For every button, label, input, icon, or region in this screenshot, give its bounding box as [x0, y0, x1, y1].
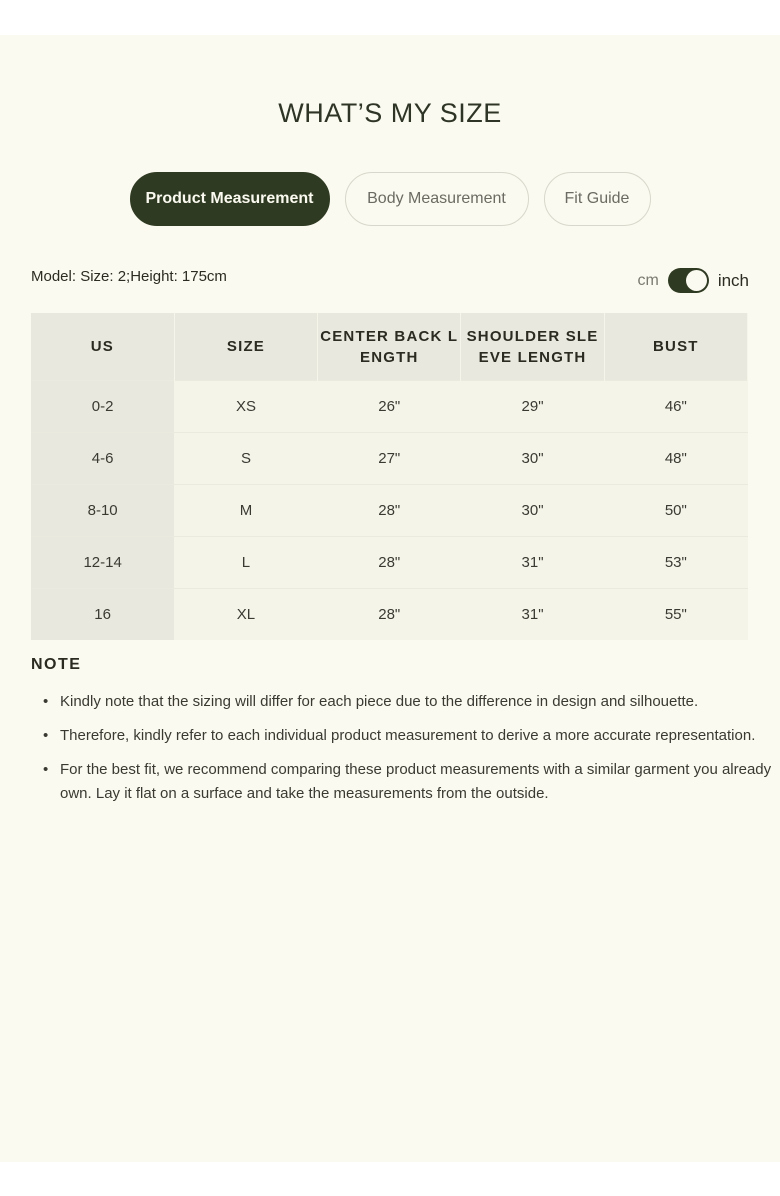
cell-us: 12-14 [31, 537, 174, 589]
cell-shoulder-sleeve-length: 30" [461, 485, 604, 537]
toggle-knob [686, 270, 707, 291]
table-row [31, 485, 748, 537]
cell-center-back-length: 28" [318, 485, 461, 537]
unit-switch [637, 268, 749, 293]
page-title: WHAT’S MY SIZE [278, 98, 502, 128]
tab-product-measurement[interactable]: Product Measurement [130, 172, 330, 226]
column-header-shoulder-sleeve-length: SHOULDER SLEEVE LENGTH [461, 313, 604, 381]
column-header-center-back-length: CENTER BACK LENGTH [318, 313, 461, 381]
cell-shoulder-sleeve-length: 31" [461, 537, 604, 589]
cell-center-back-length: 28" [318, 589, 461, 641]
cell-shoulder-sleeve-length: 29" [461, 381, 604, 433]
table-row [31, 589, 748, 641]
cell-size: XS [174, 381, 317, 433]
cell-bust: 48" [604, 433, 747, 485]
cell-bust: 46" [604, 381, 747, 433]
note-item: • Therefore, kindly refer to each individual product measurement to derive a more accurate representation. [60, 724, 780, 748]
column-header-us: US [31, 313, 174, 381]
cell-us: 0-2 [31, 381, 174, 433]
cell-us: 16 [31, 589, 174, 641]
table-row [31, 381, 748, 433]
table-header-row [31, 313, 748, 381]
table-row [31, 537, 748, 589]
unit-cm-label[interactable]: cm [637, 271, 659, 289]
model-info: Model: Size: 2;Height: 175cm [31, 268, 227, 285]
note-list [31, 690, 780, 816]
cell-center-back-length: 26" [318, 381, 461, 433]
cell-shoulder-sleeve-length: 31" [461, 589, 604, 641]
cell-size: M [174, 485, 317, 537]
note-heading: NOTE [31, 656, 82, 673]
cell-size: L [174, 537, 317, 589]
cell-center-back-length: 27" [318, 433, 461, 485]
table-row [31, 433, 748, 485]
cell-shoulder-sleeve-length: 30" [461, 433, 604, 485]
cell-us: 8-10 [31, 485, 174, 537]
cell-bust: 55" [604, 589, 747, 641]
measurement-tabs [0, 172, 780, 226]
cell-bust: 50" [604, 485, 747, 537]
column-header-bust: BUST [604, 313, 747, 381]
cell-us: 4-6 [31, 433, 174, 485]
cell-size: S [174, 433, 317, 485]
cell-bust: 53" [604, 537, 747, 589]
unit-toggle[interactable] [668, 268, 709, 293]
unit-inch-label[interactable]: inch [717, 270, 749, 290]
cell-size: XL [174, 589, 317, 641]
cell-center-back-length: 28" [318, 537, 461, 589]
note-item: • Kindly note that the sizing will differ for each piece due to the difference in design and silhouette. [60, 690, 780, 714]
column-header-size: SIZE [174, 313, 317, 381]
tab-fit-guide[interactable]: Fit Guide [544, 172, 651, 226]
note-item: • For the best fit, we recommend comparing these product measurements with a similar garment you already own. Lay it flat on a surface and take the measurements from the outside. [60, 758, 780, 806]
tab-body-measurement[interactable]: Body Measurement [345, 172, 529, 226]
size-table [31, 313, 748, 640]
